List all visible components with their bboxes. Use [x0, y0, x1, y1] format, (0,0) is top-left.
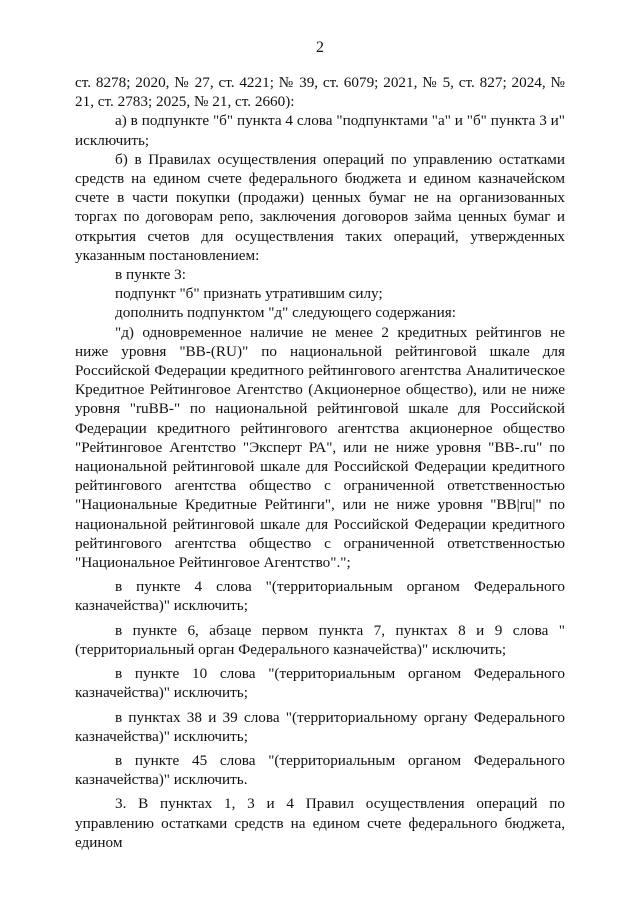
paragraph-section-3: 3. В пунктах 1, 3 и 4 Правил осуществления операций по управлению остатками средств на едином счете федерального бюджета, едином [75, 795, 565, 851]
paragraph-point-45: в пункте 45 слова "(территориальным органом Федерального казначейства)" исключить. [75, 751, 565, 789]
paragraph-item-a: а) в подпункте "б" пункта 4 слова "подпунктами "а" и "б" пункта 3 и" исключить; [75, 112, 565, 149]
paragraph-point-3: в пункте 3: [115, 266, 186, 284]
paragraph-point-10: в пункте 10 слова "(территориальным органом Федерального казначейства)" исключить; [75, 665, 565, 702]
paragraph-add-subpoint-d: дополнить подпунктом "д" следующего содержания: [115, 304, 457, 322]
paragraph-subpoint-b-repeal: подпункт "б" признать утратившим силу; [115, 285, 383, 303]
paragraph-points-38-39: в пунктах 38 и 39 слова "(территориальному органу Федерального казначейства)" исключить; [75, 708, 565, 745]
paragraph-points-6-9: в пункте 6, абзаце первом пункта 7, пунктах 8 и 9 слова "(территориальный орган Федерального казначейства)" исключить; [75, 621, 565, 658]
paragraph-item-b: б) в Правилах осуществления операций по управлению остатками средств на едином счете федерального бюджета и едином казначейском счете в части покупки (продажи) ценных бумаг не на организованных торгах по договорам репо, заключения договоров займа ценных бумаг и открытия счетов для осуществления таких операций, утвержденных указанным постановлением: [75, 150, 565, 264]
paragraph-citation-continuation: ст. 8278; 2020, № 27, ст. 4221; № 39, ст. 6079; 2021, № 5, ст. 827; 2024, № 21, ст. 2783; 2025, № 21, ст. 2660): [75, 74, 565, 111]
document-body [75, 73, 565, 852]
paragraph-subpoint-d-text: "д) одновременное наличие не менее 2 кредитных рейтингов не ниже уровня "BB-(RU)" по национальной рейтинговой шкале для Российской Федерации кредитного рейтингового агентства Аналитическое Кредитное Рейтинговое Агентство (Акционерное общество), или не ниже уровня "ruBB-" по национальной рейтинговой шкале для Российской Федерации кредитного рейтингового агентства акционерное общество "Рейтинговое Агентство "Эксперт РА", или не ниже уровня "BB-.ru" по национальной рейтинговой шкале для Российской Федерации кредитного рейтингового агентства общество с ограниченной ответственностью "Национальные Кредитные Рейтинги", или не ниже уровня "BB|ru|" по национальной рейтинговой шкале для Российской Федерации кредитного рейтингового агентства общество с ограниченной ответственностью "Национальное Рейтинговое Агентство"."; [75, 323, 565, 572]
paragraph-point-4: в пункте 4 слова "(территориальным органом Федерального казначейства)" исключить; [75, 578, 565, 615]
page-number: 2 [316, 39, 324, 56]
